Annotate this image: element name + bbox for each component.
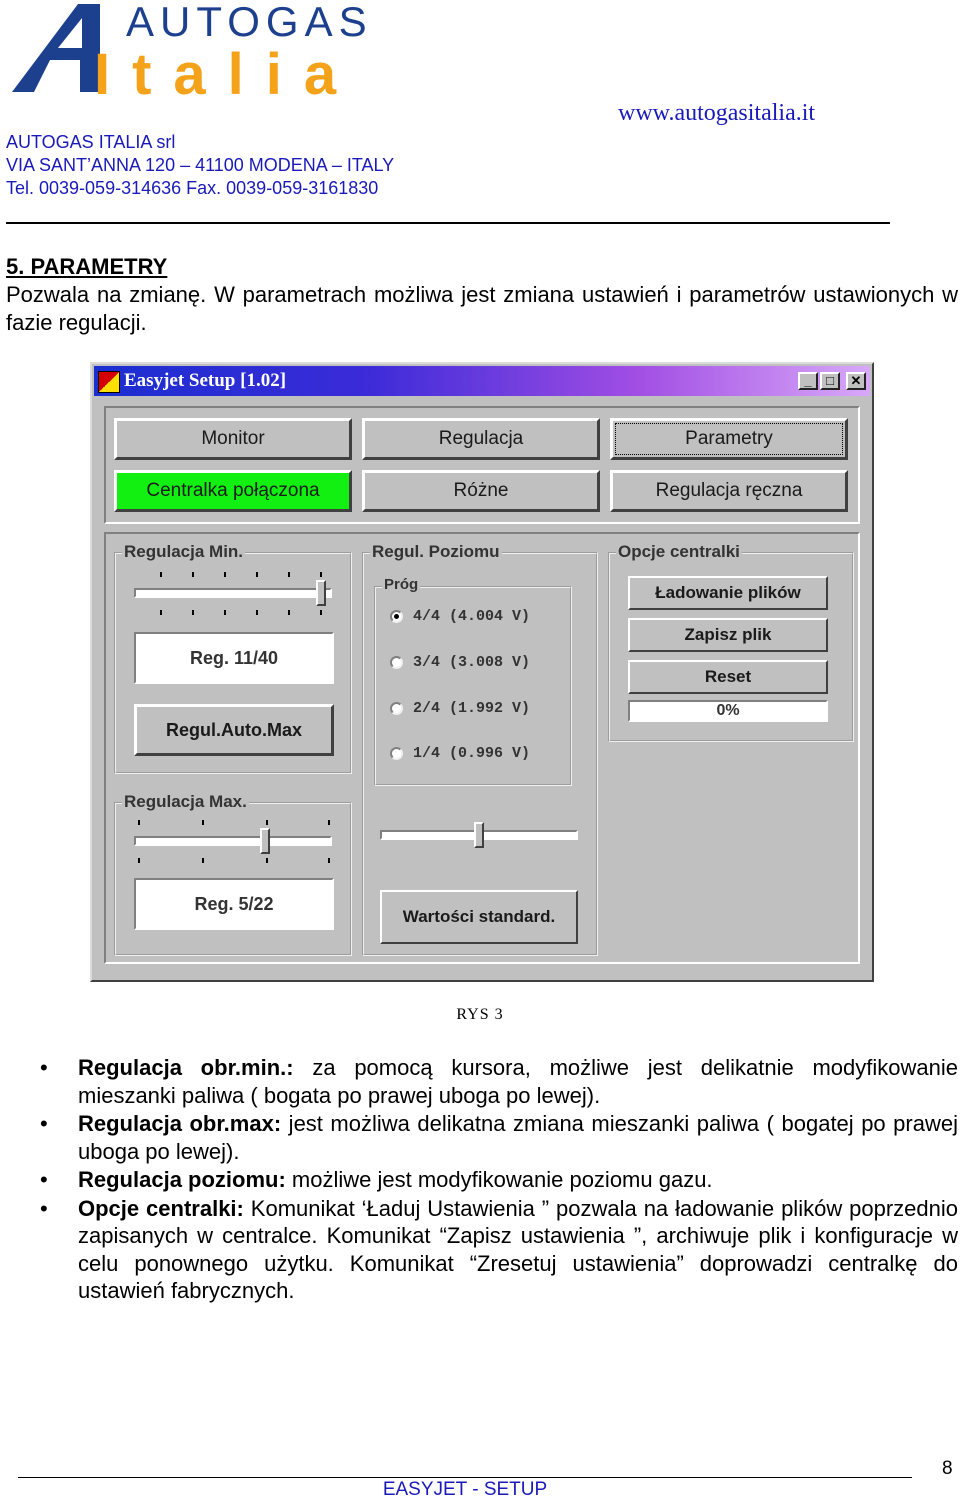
slider-tick (266, 858, 268, 863)
reg-max-value: Reg. 5/22 (134, 878, 334, 930)
header-divider (6, 222, 890, 224)
list-item (78, 1195, 958, 1305)
save-file-button[interactable]: Zapisz plik (628, 618, 828, 652)
reset-button[interactable]: Reset (628, 660, 828, 694)
website-link[interactable]: www.autogasitalia.it (618, 100, 816, 126)
parameters-panel (104, 532, 860, 964)
window-title: Easyjet Setup [1.02] (124, 370, 287, 391)
prog-label: Próg (384, 576, 419, 593)
navigation-panel (104, 406, 860, 524)
company-info (6, 131, 394, 200)
opcje-group (608, 542, 854, 742)
slider-tick (224, 610, 226, 615)
prog-option[interactable] (390, 700, 530, 717)
app-icon (98, 371, 120, 393)
slider-tick (328, 858, 330, 863)
company-address: VIA SANT’ANNA 120 – 41100 MODENA – ITALY (6, 155, 395, 175)
window-titlebar[interactable] (94, 366, 870, 396)
bullet-text: możliwe jest modyfikowanie poziomu gazu. (285, 1167, 713, 1192)
slider-tick (160, 610, 162, 615)
reg-min-label: Regulacja Min. (124, 542, 244, 561)
list-item (78, 1166, 958, 1194)
slider-tick (320, 610, 322, 615)
reg-max-label: Regulacja Max. (124, 792, 247, 811)
svg-text:Italia: Italia (94, 42, 359, 100)
prog-option-label: 1/4 (0.996 V) (413, 745, 531, 762)
autogas-italia-logo (6, 0, 426, 100)
radio-icon[interactable] (390, 656, 403, 669)
radio-icon[interactable] (390, 702, 403, 715)
reg-min-slider[interactable] (134, 588, 332, 598)
slider-tick (256, 610, 258, 615)
list-item (78, 1110, 958, 1165)
slider-tick (224, 572, 226, 577)
poziom-label: Regul. Poziomu (372, 542, 500, 561)
poziom-group (362, 542, 598, 956)
figure-caption: RYS 3 (456, 1006, 504, 1023)
slider-tick (328, 820, 330, 825)
opcje-label: Opcje centralki (618, 542, 740, 561)
minimize-icon[interactable]: _ (798, 372, 818, 390)
bullet-text: Komunikat ‘Ładuj Ustawienia ” pozwala na ładowanie plików poprzednio zapisanych w centralce. Komunikat “Zapisz ustawienia ”, archiwuje plik i konfiguracje w celu ponownego użytku. Komunikat “Zresetuj ustawienia” doprowadzi centralkę do ustawień fabrycznych. (78, 1195, 958, 1303)
reg-min-group (114, 542, 352, 774)
reg-min-slider-thumb[interactable] (316, 580, 326, 606)
radio-icon[interactable] (390, 610, 403, 623)
footer-divider (18, 1477, 912, 1478)
tab-rozne[interactable]: Różne (362, 470, 600, 512)
page-number: 8 (942, 1458, 953, 1479)
prog-group (374, 576, 572, 786)
progress-bar: 0% (628, 700, 828, 722)
easyjet-setup-window (90, 362, 874, 982)
svg-text:AUTOGAS: AUTOGAS (126, 0, 373, 45)
tab-regulacja-reczna[interactable]: Regulacja ręczna (610, 470, 848, 512)
prog-option[interactable] (390, 745, 530, 762)
bullet-list (78, 1054, 958, 1306)
slider-tick (138, 858, 140, 863)
section-intro: Pozwala na zmianę. W parametrach możliwa jest zmiana ustawień i parametrów ustawionych w fazie regulacji. (6, 282, 958, 335)
slider-tick (192, 572, 194, 577)
close-icon[interactable]: ✕ (846, 372, 866, 390)
poziom-slider-thumb[interactable] (474, 822, 484, 848)
tab-monitor[interactable]: Monitor (114, 418, 352, 460)
bullet-text: za pomocą kursora, możliwe jest delikatnie modyfikowanie mieszanki paliwa ( bogata po prawej uboga po lewej). (78, 1055, 958, 1108)
tab-parametry[interactable]: Parametry (610, 418, 848, 460)
slider-tick (320, 572, 322, 577)
prog-option-label: 4/4 (4.004 V) (413, 608, 531, 625)
regul-auto-max-button[interactable]: Regul.Auto.Max (134, 704, 334, 756)
tab-regulacja[interactable]: Regulacja (362, 418, 600, 460)
company-name: AUTOGAS ITALIA srl (6, 132, 176, 152)
bullet-text: jest możliwa delikatna zmiana mieszanki paliwa ( bogatej po prawej uboga po lewej). (78, 1111, 958, 1164)
slider-tick (256, 572, 258, 577)
footer-title: EASYJET - SETUP (382, 1479, 548, 1500)
list-item (78, 1054, 958, 1109)
slider-tick (202, 820, 204, 825)
reg-max-slider-thumb[interactable] (260, 828, 270, 854)
bullet-term: Opcje centralki: (78, 1195, 244, 1221)
slider-tick (160, 572, 162, 577)
reg-max-slider[interactable] (134, 836, 332, 846)
slider-tick (288, 610, 290, 615)
bullet-term: Regulacja poziomu: (78, 1167, 286, 1192)
bullet-term: Regulacja obr.min.: (78, 1055, 294, 1080)
bullet-term: Regulacja obr.max: (78, 1111, 282, 1136)
slider-tick (138, 820, 140, 825)
load-files-button[interactable]: Ładowanie plików (628, 576, 828, 610)
connection-status-button[interactable]: Centralka połączona (114, 470, 352, 512)
standard-values-button[interactable]: Wartości standard. (380, 890, 578, 944)
slider-tick (288, 572, 290, 577)
company-phone: Tel. 0039-059-314636 Fax. 0039-059-3161830 (6, 178, 379, 198)
section-title: 5. PARAMETRY (6, 254, 168, 279)
slider-tick (266, 820, 268, 825)
prog-option[interactable] (390, 608, 530, 625)
radio-icon[interactable] (390, 747, 403, 760)
slider-tick (192, 610, 194, 615)
maximize-icon[interactable]: □ (820, 372, 840, 390)
prog-option-label: 2/4 (1.992 V) (413, 700, 531, 717)
reg-min-value: Reg. 11/40 (134, 632, 334, 684)
prog-option-label: 3/4 (3.008 V) (413, 654, 531, 671)
prog-option[interactable] (390, 654, 530, 671)
slider-tick (202, 858, 204, 863)
reg-max-group (114, 792, 352, 956)
